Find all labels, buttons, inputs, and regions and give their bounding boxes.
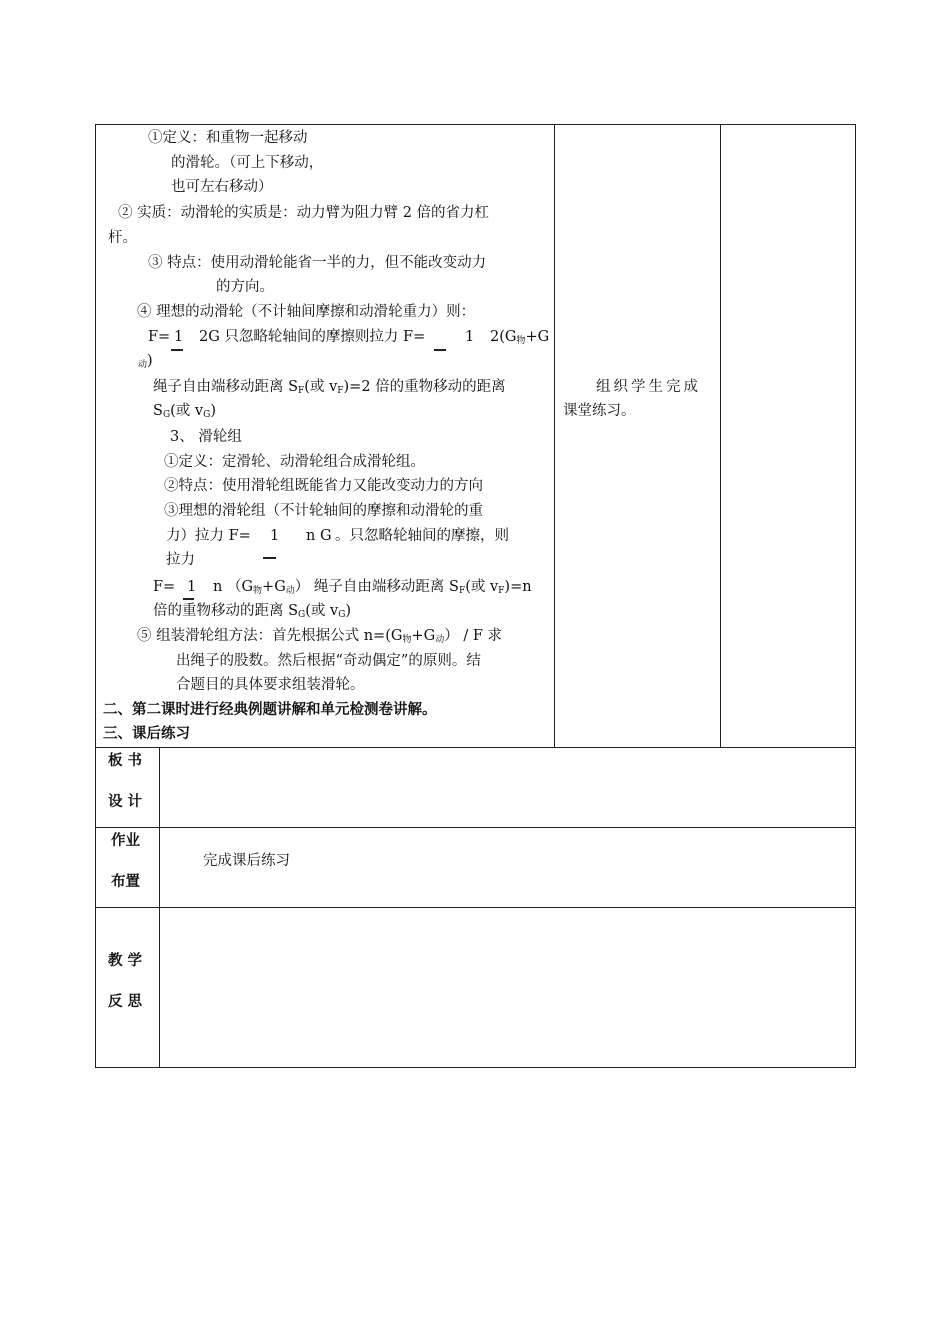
formula-part: $_动$) <box>138 353 153 370</box>
teacher-activity: 课堂练习。 <box>563 403 636 419</box>
table-border-top <box>95 124 856 125</box>
text-line: 的方向。 <box>216 279 274 295</box>
formula-part: 2G 只忽略轮轴间的摩擦则拉力 F= <box>199 329 426 345</box>
section-heading: 三、课后练习 <box>103 726 190 742</box>
fraction-bar <box>171 349 183 351</box>
text-line: 出绳子的股数。然后根据“奇动偶定”的原则。结 <box>176 653 481 669</box>
text-line: 的滑轮。（可上下移动， <box>171 155 324 171</box>
row-label-reflection: 反 思 <box>108 994 143 1010</box>
text-line: ⑤ 组装滑轮组方法：首先根据公式 $n=(G_物+G_动) / F$ 求 <box>137 628 502 645</box>
row-label-homework: 布置 <box>111 874 140 890</box>
formula-part: 1 <box>270 528 280 544</box>
formula-part: n $(G_物+G_动)$ 绳子自由端移动距离 $S_F$(或 $v_F)=n$ <box>213 579 532 596</box>
row-divider-3 <box>95 907 856 908</box>
formula-part: 。只忽略轮轴间的摩擦，则 <box>335 528 509 544</box>
formula-part: F= <box>153 579 176 595</box>
row-label-homework: 作业 <box>111 833 140 849</box>
fraction-bar <box>434 349 446 351</box>
text-line: 也可左右移动） <box>171 179 273 195</box>
row-label-board-design: 设 计 <box>108 794 143 810</box>
text-line: 杆。 <box>108 230 137 246</box>
text-line: 倍的重物移动的距离 $S_G$(或 $v_G$) <box>153 603 352 620</box>
formula-part: 1 <box>187 579 197 595</box>
fraction-bar <box>183 598 194 600</box>
label-col-divider <box>159 747 160 1068</box>
row-divider-2 <box>95 827 856 828</box>
row-label-reflection: 教 学 <box>108 953 143 969</box>
table-border-bottom <box>95 1067 856 1068</box>
table-border-right <box>855 124 856 1068</box>
row-divider-1 <box>95 747 856 748</box>
text-line: $S_G$(或 $v_G$) <box>153 403 216 420</box>
text-line: ②特点：使用滑轮组既能省力又能改变动力的方向 <box>164 478 483 494</box>
row-label-board-design: 板 书 <box>108 753 143 769</box>
text-line: ①定义：定滑轮、动滑轮组合成滑轮组。 <box>164 454 425 470</box>
homework-content: 完成课后练习 <box>203 853 290 869</box>
col-divider-2 <box>720 124 721 747</box>
text-line: ③理想的滑轮组（不计轮轴间的摩擦和动滑轮的重 <box>164 503 483 519</box>
section-heading: 3、 滑轮组 <box>170 429 242 445</box>
text-line: ①定义：和重物一起移动 <box>148 130 308 146</box>
section-heading: 二、第二课时进行经典例题讲解和单元检测卷讲解。 <box>103 702 437 718</box>
col-divider-1 <box>554 124 555 747</box>
text-line: ② 实质：动滑轮的实质是：动力臂为阻力臂 2 倍的省力杠 <box>118 205 490 221</box>
text-line: 拉力 <box>166 552 195 568</box>
table-border-left <box>95 124 96 1068</box>
fraction-bar <box>263 557 276 559</box>
formula-part: F= <box>148 329 171 345</box>
formula-part: $2(G_物+G$ <box>490 329 550 346</box>
formula-part: 力）拉力 F= <box>166 528 251 544</box>
formula-part: n G <box>306 528 332 544</box>
teacher-activity: 组织学生完成 <box>596 379 701 395</box>
formula-part: 1 <box>174 329 184 345</box>
text-line: 合题目的具体要求组装滑轮。 <box>176 677 365 693</box>
text-line: ④ 理想的动滑轮（不计轴间摩擦和动滑轮重力）则： <box>137 304 476 320</box>
formula-part: 1 <box>465 329 475 345</box>
text-line: 绳子自由端移动距离 $S_F$(或 $v_F)=2$ 倍的重物移动的距离 <box>153 379 506 396</box>
text-line: ③ 特点：使用动滑轮能省一半的力，但不能改变动力 <box>148 255 487 271</box>
